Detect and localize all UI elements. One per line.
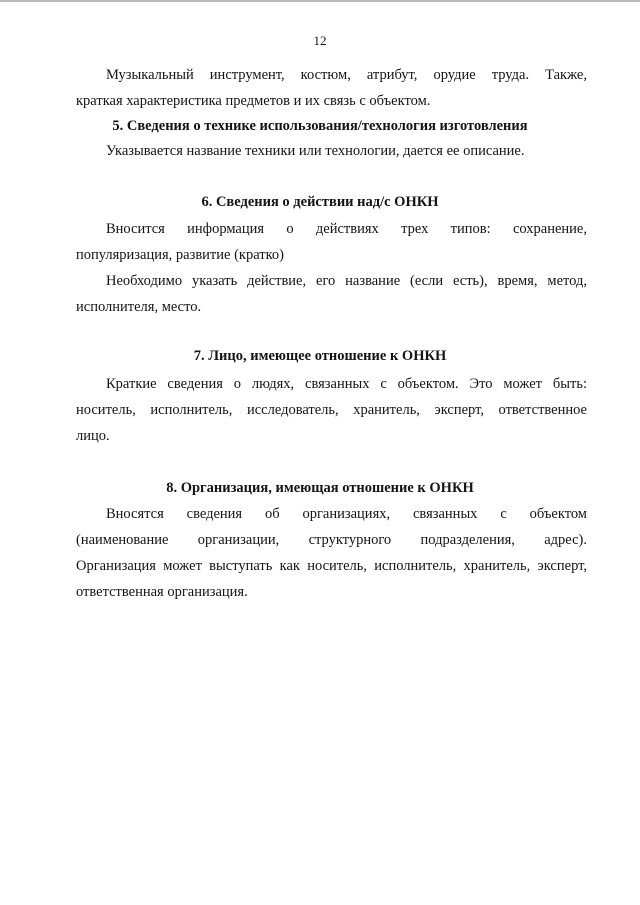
section-7-paragraph (76, 371, 587, 449)
paragraph-line: Указывается название техники или технологии, дается ее описание. (106, 143, 525, 159)
paragraph-line: Необходимо указать действие, его название (если есть), время, метод, (106, 273, 587, 289)
paragraph-line: (наименование организации, структурного подразделения, адрес). (76, 532, 587, 548)
paragraph-line: Организация может выступать как носитель, исполнитель, хранитель, эксперт, (76, 558, 587, 574)
intro-paragraph (76, 62, 587, 114)
section-8-paragraph (76, 501, 587, 605)
page-number: 12 (313, 33, 327, 48)
paragraph-line: Вносится информация о действиях трех типов: сохранение, (106, 221, 587, 237)
paragraph-line: носитель, исполнитель, исследователь, хранитель, эксперт, ответственное (76, 402, 587, 418)
section-6-paragraph-2 (76, 268, 587, 320)
section-6-paragraph-1 (76, 216, 587, 268)
paragraph-line: краткая характеристика предметов и их связь с объектом. (76, 93, 431, 109)
section-7-heading: 7. Лицо, имеющее отношение к ОНКН (193, 348, 447, 364)
paragraph-line: Краткие сведения о людях, связанных с объектом. Это может быть: (106, 376, 587, 392)
paragraph-line: популяризация, развитие (кратко) (76, 247, 284, 263)
paragraph-line: ответственная организация. (76, 584, 248, 600)
top-border (0, 0, 640, 2)
paragraph-line: Музыкальный инструмент, костюм, атрибут, орудие труда. Также, (106, 67, 587, 83)
section-6-heading: 6. Сведения о действии над/с ОНКН (201, 194, 439, 210)
paragraph-line: исполнителя, место. (76, 299, 202, 315)
paragraph-line: лицо. (76, 428, 110, 444)
section-5-paragraph (76, 138, 587, 164)
section-8-heading: 8. Организация, имеющая отношение к ОНКН (166, 480, 474, 496)
section-5-heading: 5. Сведения о технике использования/технология изготовления (112, 118, 528, 134)
paragraph-line: Вносятся сведения об организациях, связанных с объектом (106, 506, 587, 522)
